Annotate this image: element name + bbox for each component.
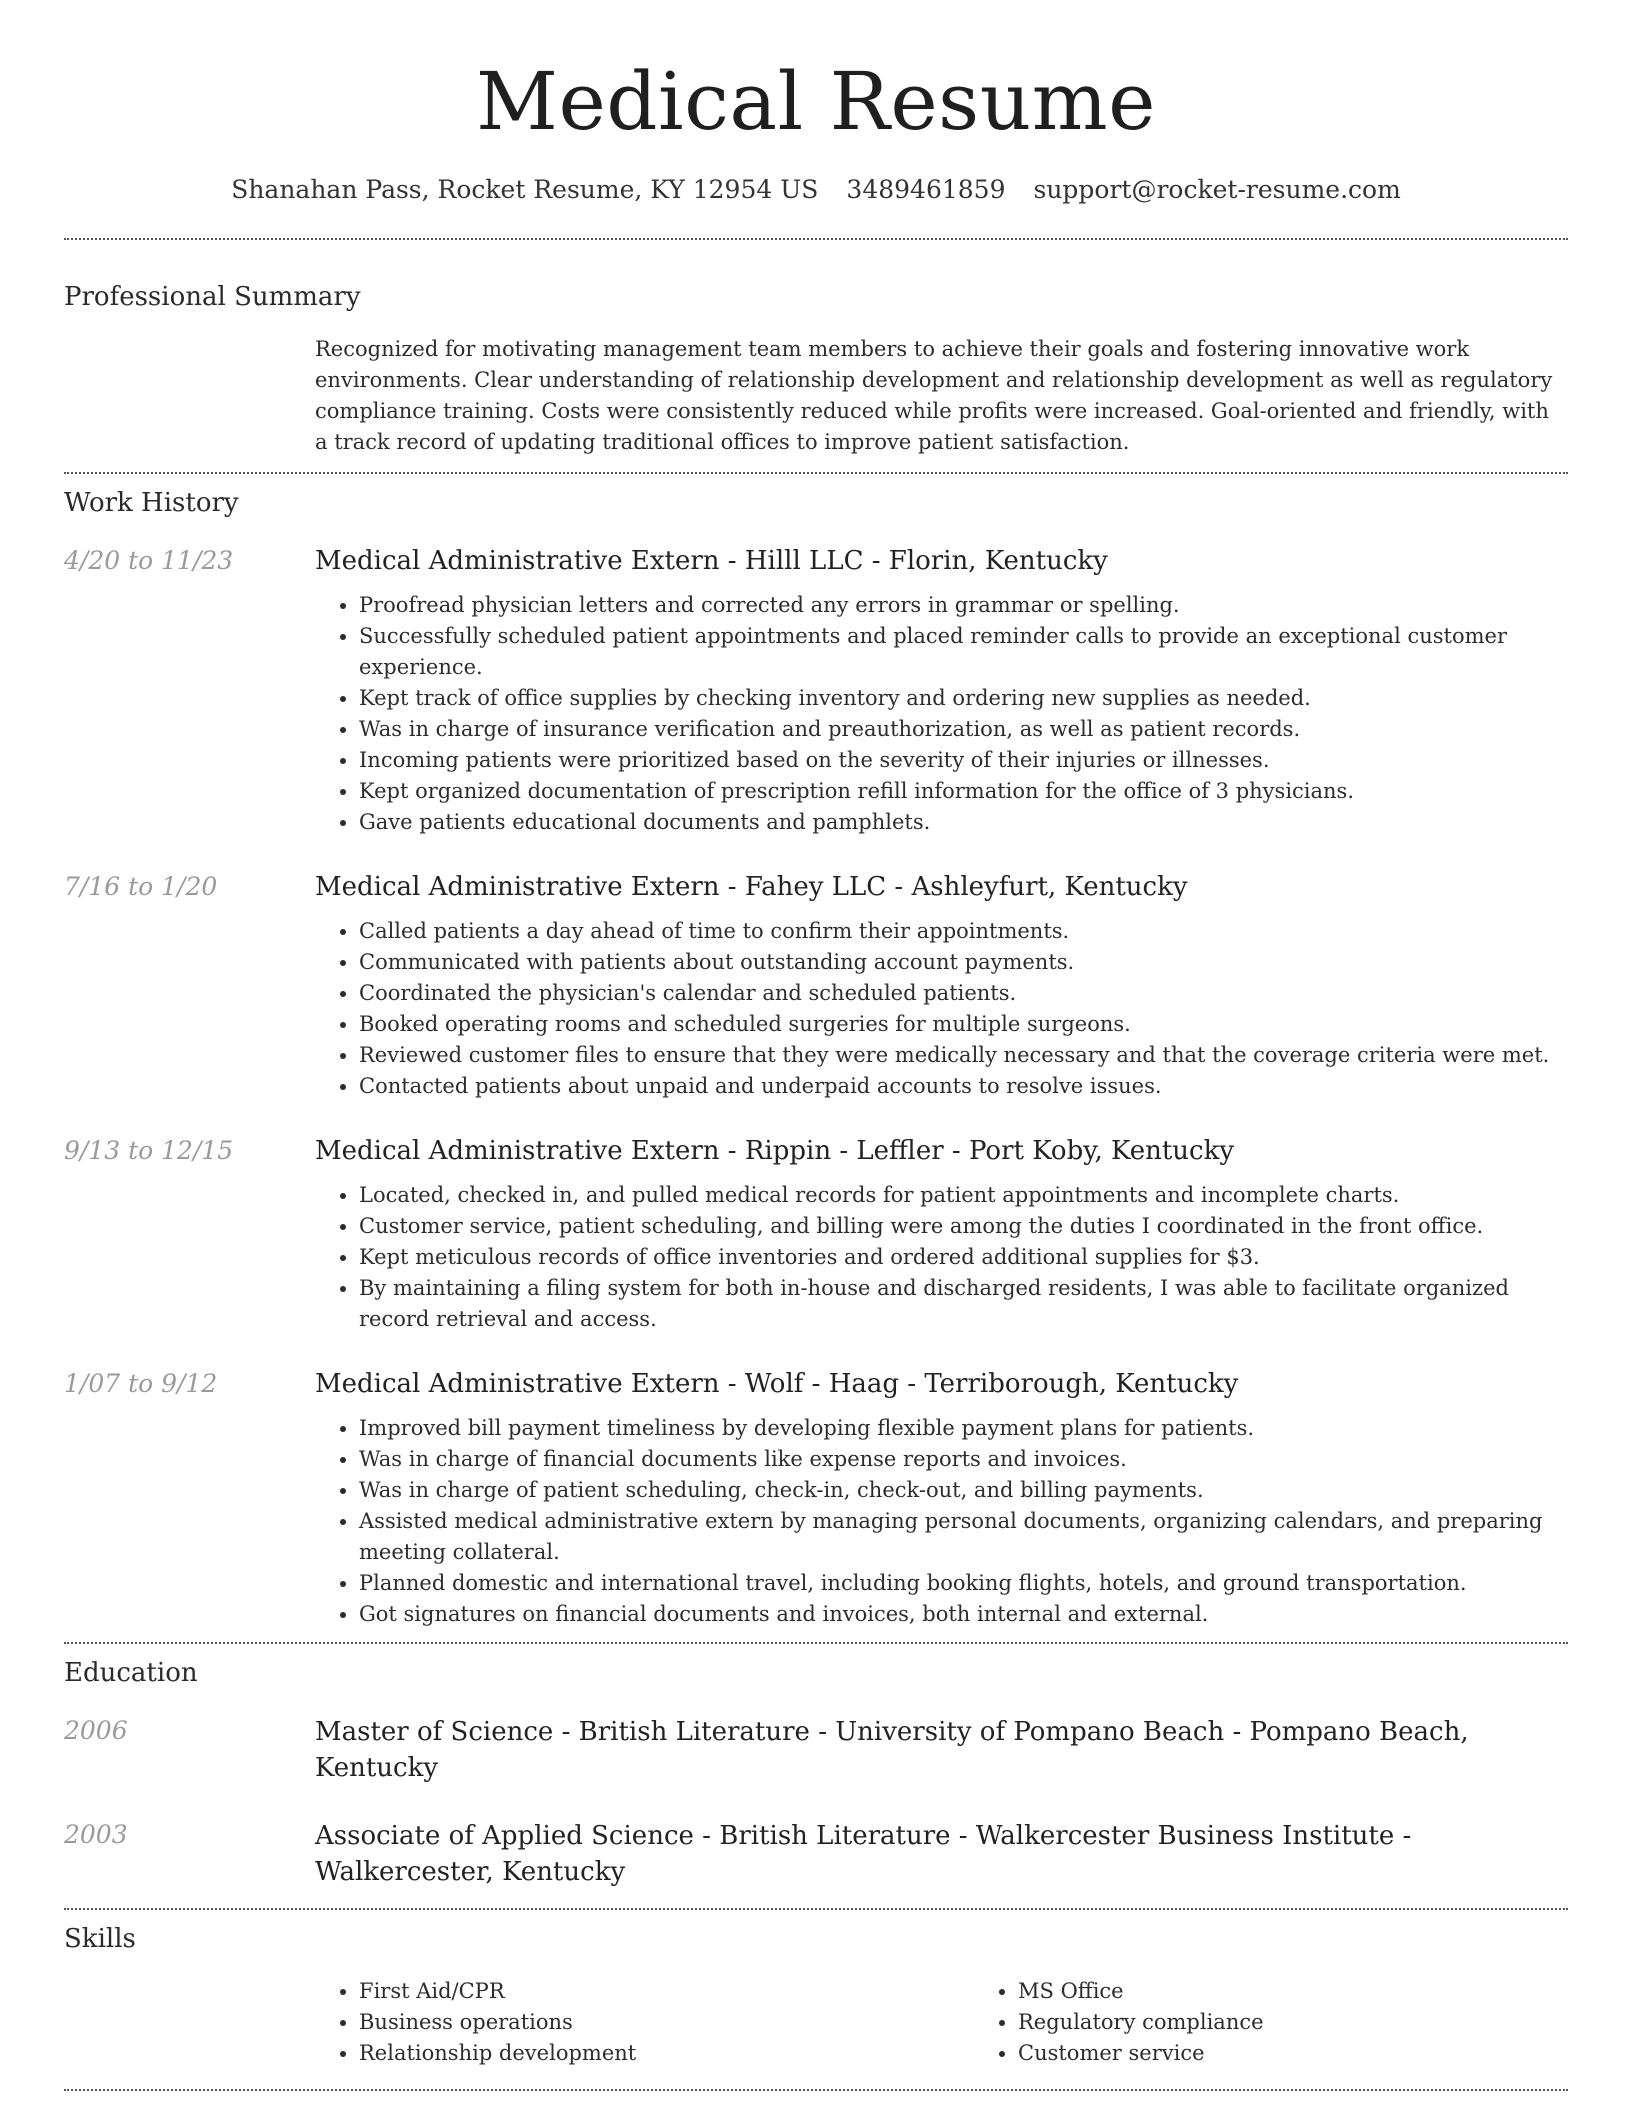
job-bullet: • Kept organized documentation of prescription refill information for the office of 3 physicians. [359, 776, 1568, 807]
section-title-skills: Skills [64, 1924, 136, 1954]
job-bullet: • Contacted patients about unpaid and underpaid accounts to resolve issues. [359, 1071, 1568, 1102]
skills-list-right [974, 1976, 1632, 2069]
job-dates: 7/16 to 1/20 [64, 872, 218, 901]
job-bullets [315, 1180, 1568, 1335]
summary-text: Recognized for motivating management team members to achieve their goals and fostering innovative work environments. Clear understanding of relationship development and relationship development as well as regulatory compliance training. Costs were consistently reduced while profits were increased. Goal-oriented and friendly, with a track record of updating traditional offices to improve patient satisfaction. [315, 337, 1553, 454]
skill-item: • First Aid/CPR [359, 1976, 974, 2007]
job-bullet: • Located, checked in, and pulled medical records for patient appointments and incomplete charts. [359, 1180, 1568, 1211]
divider [64, 1642, 1568, 1644]
education-entry [64, 1714, 1568, 1786]
skill-item: • MS Office [1018, 1976, 1632, 2007]
education-title: Master of Science - British Literature - University of Pompano Beach - Pompano Beach, Kentucky [315, 1717, 1469, 1783]
education-year: 2003 [64, 1820, 128, 1849]
education-year: 2006 [64, 1716, 128, 1745]
job-dates: 9/13 to 12/15 [64, 1136, 234, 1165]
skills-list-left [315, 1976, 974, 2069]
job-bullet: • Gave patients educational documents and pamphlets. [359, 807, 1568, 838]
divider [64, 2089, 1568, 2091]
divider [64, 1908, 1568, 1910]
job-entry [64, 1367, 1568, 1630]
divider [64, 238, 1568, 240]
skills-lists [315, 1976, 1632, 2069]
education-details [315, 1714, 1568, 1786]
job-bullet: • Got signatures on financial documents and invoices, both internal and external. [359, 1599, 1568, 1630]
education-title: Associate of Applied Science - British Literature - Walkercester Business Institute - Walkercester, Kentucky [315, 1821, 1412, 1887]
summary-body [315, 334, 1568, 458]
job-bullet: • Was in charge of patient scheduling, check-in, check-out, and billing payments. [359, 1475, 1568, 1506]
job-bullets [315, 916, 1568, 1102]
job-details [315, 870, 1568, 1102]
contact-phone: 3489461859 [846, 175, 1006, 204]
job-bullet: • Reviewed customer files to ensure that they were medically necessary and that the coverage criteria were met. [359, 1040, 1568, 1071]
education-entry [64, 1818, 1568, 1890]
job-bullet: • Communicated with patients about outstanding account payments. [359, 947, 1568, 978]
job-bullet: • Assisted medical administrative extern by managing personal documents, organizing calendars, and preparing meeting collateral. [359, 1506, 1568, 1568]
section-title-education: Education [64, 1658, 198, 1688]
job-details [315, 544, 1568, 838]
contact-address: Shanahan Pass, Rocket Resume, KY 12954 US [231, 175, 819, 204]
education-details [315, 1818, 1568, 1890]
job-bullet: • Coordinated the physician's calendar and scheduled patients. [359, 978, 1568, 1009]
job-bullet: • Proofread physician letters and corrected any errors in grammar or spelling. [359, 590, 1568, 621]
job-bullet: • Kept track of office supplies by checking inventory and ordering new supplies as needed. [359, 683, 1568, 714]
skill-item: • Regulatory compliance [1018, 2007, 1632, 2038]
skill-item: • Relationship development [359, 2038, 974, 2069]
summary-row [64, 334, 1568, 458]
job-details [315, 1134, 1568, 1335]
job-title: Medical Administrative Extern - Fahey LLC - Ashleyfurt, Kentucky [315, 872, 1188, 902]
job-bullet: • Booked operating rooms and scheduled surgeries for multiple surgeons. [359, 1009, 1568, 1040]
contact-email: support@rocket-resume.com [1033, 175, 1401, 204]
job-dates: 1/07 to 9/12 [64, 1369, 218, 1398]
job-title: Medical Administrative Extern - Rippin - Leffler - Port Koby, Kentucky [315, 1136, 1235, 1166]
contact-line [64, 172, 1568, 208]
job-entry [64, 544, 1568, 838]
skill-item: • Business operations [359, 2007, 974, 2038]
job-entry [64, 1134, 1568, 1335]
section-title-work: Work History [64, 488, 239, 518]
job-bullet: • Incoming patients were prioritized based on the severity of their injuries or illnesses. [359, 745, 1568, 776]
job-bullet: • Improved bill payment timeliness by developing flexible payment plans for patients. [359, 1413, 1568, 1444]
job-bullet: • Successfully scheduled patient appointments and placed reminder calls to provide an exceptional customer experience. [359, 621, 1568, 683]
divider [64, 472, 1568, 474]
job-details [315, 1367, 1568, 1630]
job-bullet: • Was in charge of insurance verification and preauthorization, as well as patient records. [359, 714, 1568, 745]
section-title-summary: Professional Summary [64, 282, 361, 312]
resume-name: Medical Resume [476, 55, 1156, 148]
job-title: Medical Administrative Extern - Hilll LLC - Florin, Kentucky [315, 546, 1108, 576]
job-dates: 4/20 to 11/23 [64, 546, 234, 575]
skills-row [64, 1976, 1568, 2069]
skill-item: • Customer service [1018, 2038, 1632, 2069]
job-bullet: • Customer service, patient scheduling, and billing were among the duties I coordinated in the front office. [359, 1211, 1568, 1242]
job-bullets [315, 590, 1568, 838]
job-title: Medical Administrative Extern - Wolf - Haag - Terriborough, Kentucky [315, 1369, 1239, 1399]
job-bullets [315, 1413, 1568, 1630]
job-bullet: • Planned domestic and international travel, including booking flights, hotels, and ground transportation. [359, 1568, 1568, 1599]
job-bullet: • By maintaining a filing system for both in-house and discharged residents, I was able to facilitate organized record retrieval and access. [359, 1273, 1568, 1335]
job-bullet: • Called patients a day ahead of time to confirm their appointments. [359, 916, 1568, 947]
job-bullet: • Was in charge of financial documents like expense reports and invoices. [359, 1444, 1568, 1475]
job-entry [64, 870, 1568, 1102]
job-bullet: • Kept meticulous records of office inventories and ordered additional supplies for $3. [359, 1242, 1568, 1273]
